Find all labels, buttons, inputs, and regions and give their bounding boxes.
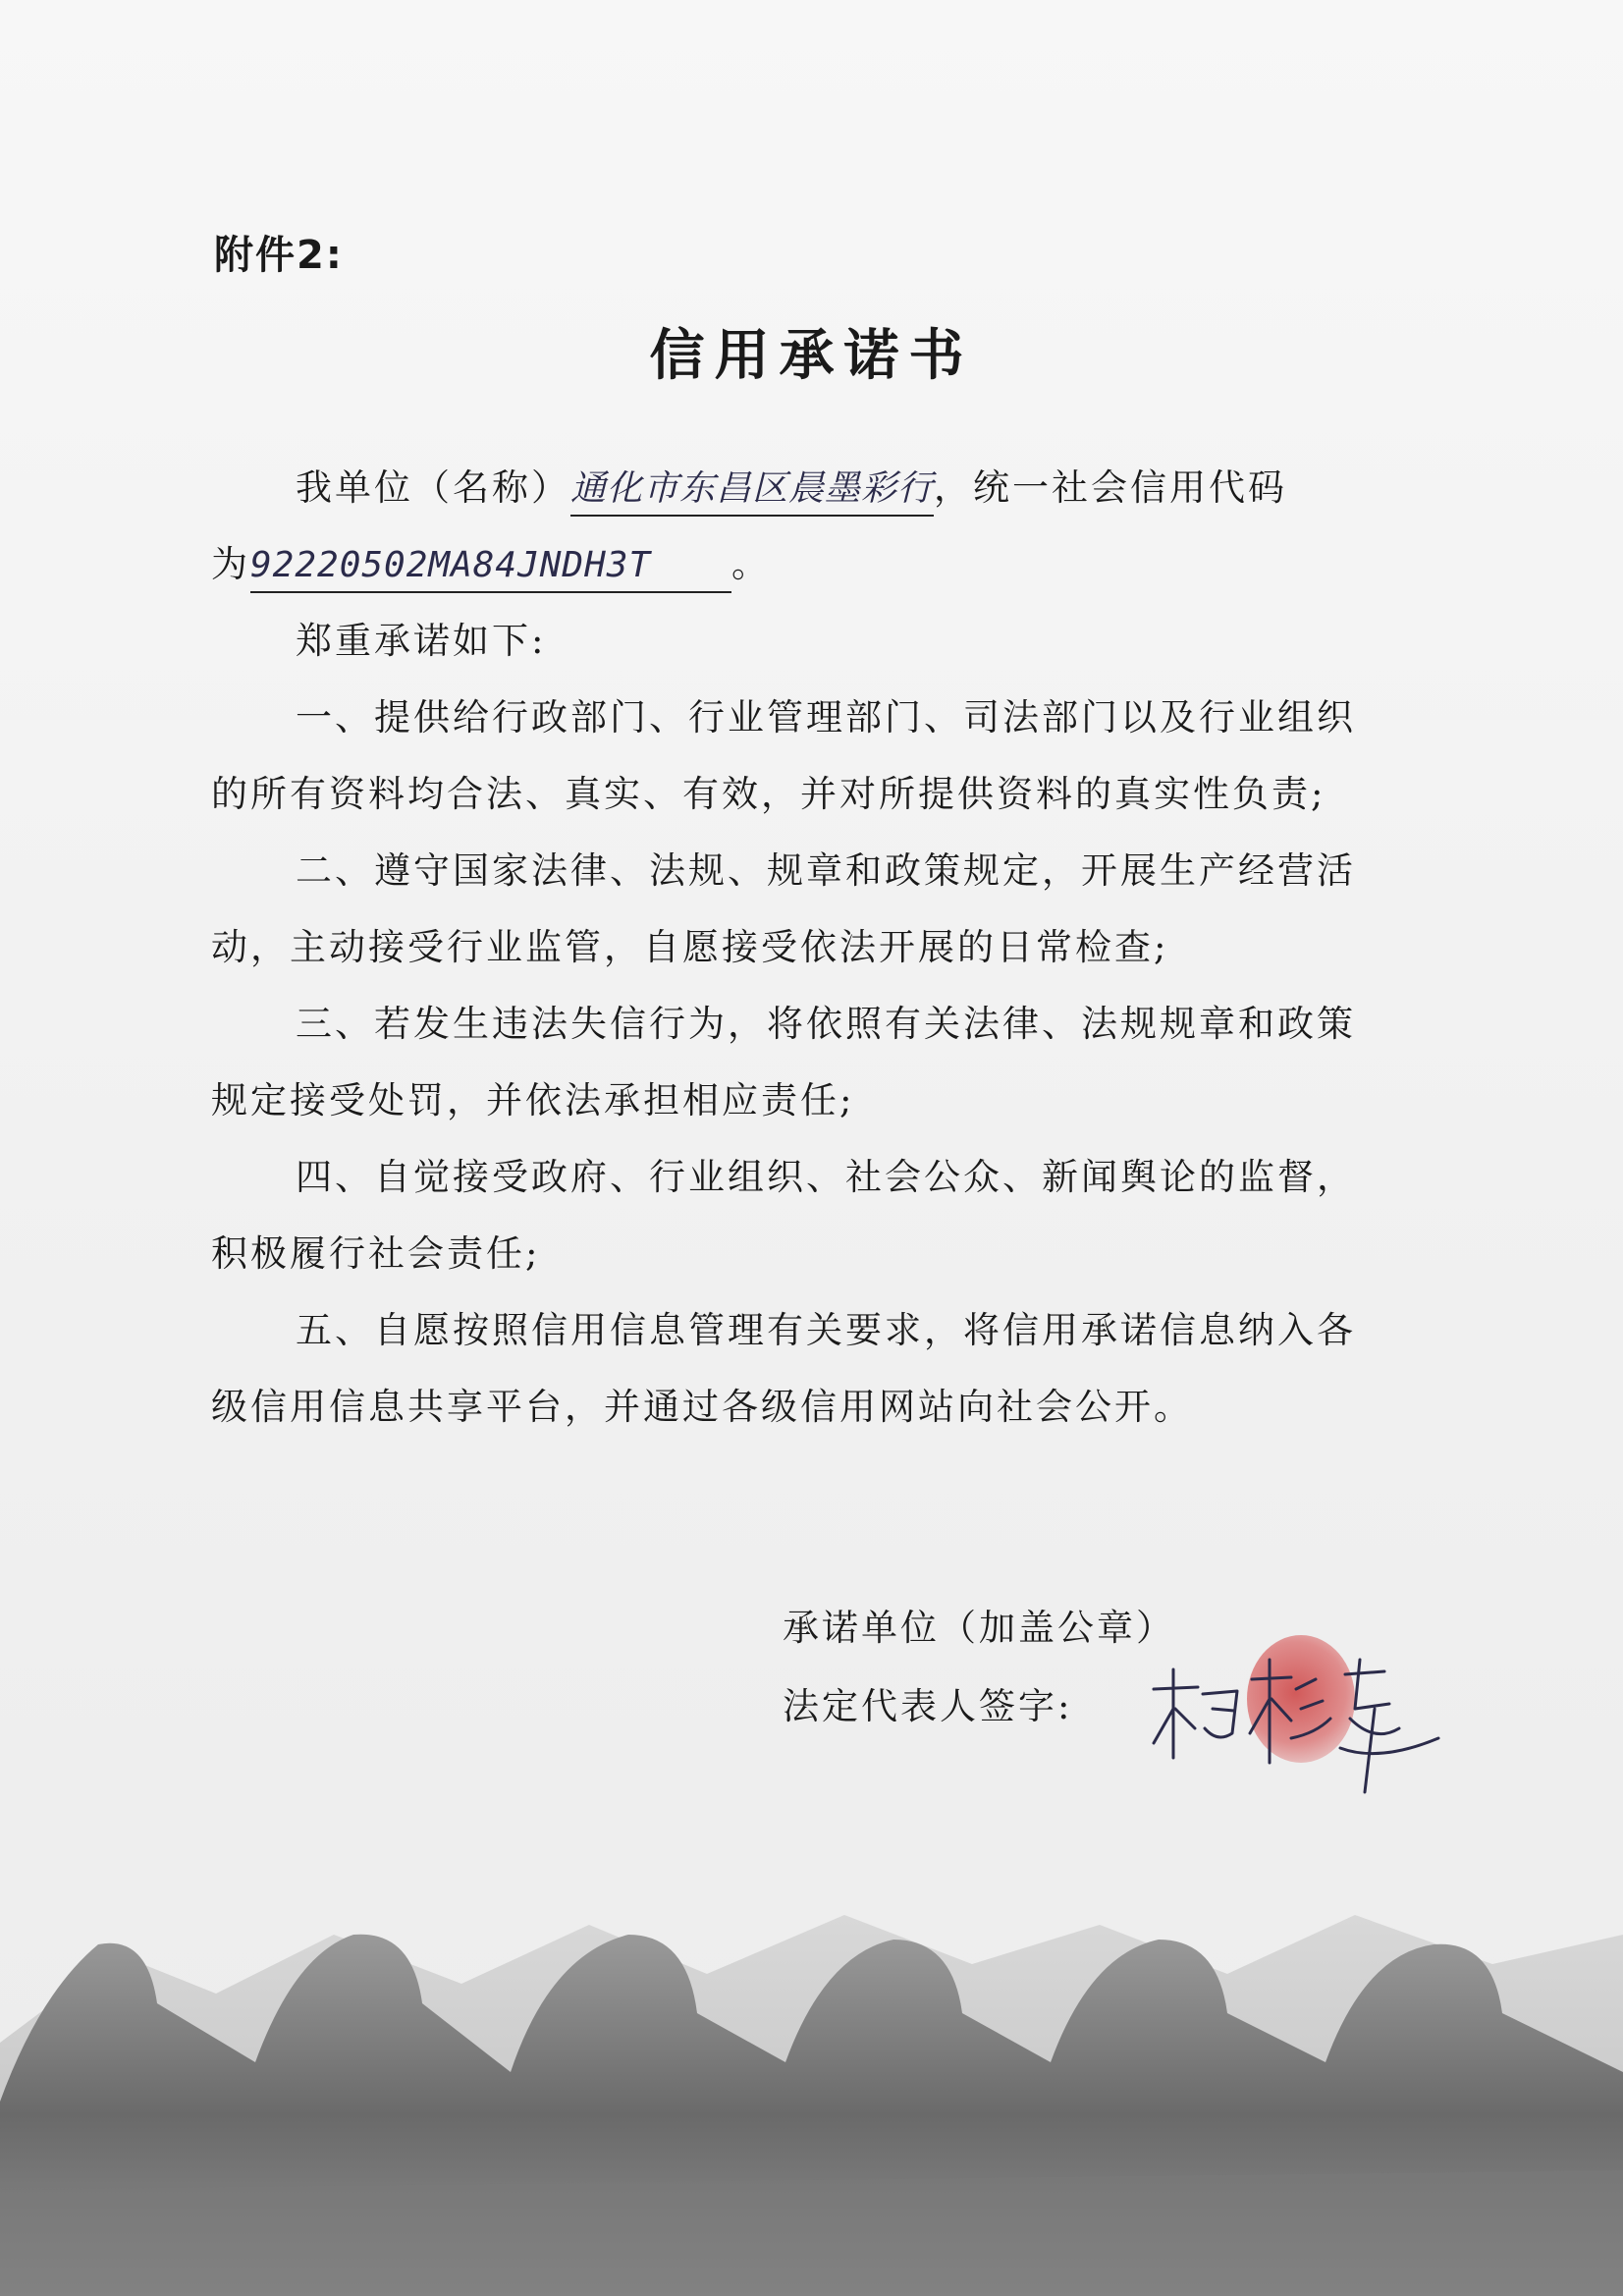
item-3-line-2: 规定接受处罚，并依法承担相应责任; (211, 1079, 855, 1121)
signature-block (783, 1589, 1175, 1746)
item-5-line-1: 五、自愿按照信用信息管理有关要求，将信用承诺信息纳入各 (296, 1309, 1356, 1351)
intro-line: 郑重承诺如下: (296, 620, 547, 662)
decorative-mountain-background (0, 1846, 1623, 2296)
item-5-line-2: 级信用信息共享平台，并通过各级信用网站向社会公开。 (211, 1386, 1193, 1428)
item-1-line-1: 一、提供给行政部门、行业管理部门、司法部门以及行业组织 (296, 696, 1356, 738)
item-4-line-1: 四、自觉接受政府、行业组织、社会公众、新闻舆论的监督， (296, 1156, 1356, 1198)
code-prefix: 为 (211, 543, 250, 585)
document-title: 信用承诺书 (649, 324, 974, 388)
item-4-line-2: 积极履行社会责任; (211, 1232, 541, 1275)
code-suffix: ，统一社会信用代码 (934, 466, 1288, 509)
seal-label: 承诺单位（加盖公章） (783, 1607, 1175, 1649)
attachment-label: 附件2: (214, 233, 344, 278)
legal-rep-label: 法定代表人签字: (783, 1685, 1073, 1727)
item-1-line-2: 的所有资料均合法、真实、有效，并对所提供资料的真实性负责; (211, 773, 1326, 815)
code-line (211, 526, 1419, 603)
code-end: 。 (731, 543, 771, 585)
handwritten-signature (1144, 1650, 1458, 1807)
item-2-line-2: 动，主动接受行业监管，自愿接受依法开展的日常检查; (211, 926, 1169, 968)
credit-code-field: 92220502MA84JNDH3T (250, 540, 731, 593)
unit-line (211, 450, 1419, 526)
item-3-line-1: 三、若发生违法失信行为，将依照有关法律、法规规章和政策 (296, 1003, 1356, 1045)
item-2-line-1: 二、遵守国家法律、法规、规章和政策规定，开展生产经营活 (296, 849, 1356, 892)
unit-name-field: 通化市东昌区晨墨彩行 (570, 464, 934, 517)
document-body (211, 450, 1419, 1446)
unit-prefix: 我单位（名称） (296, 466, 570, 509)
